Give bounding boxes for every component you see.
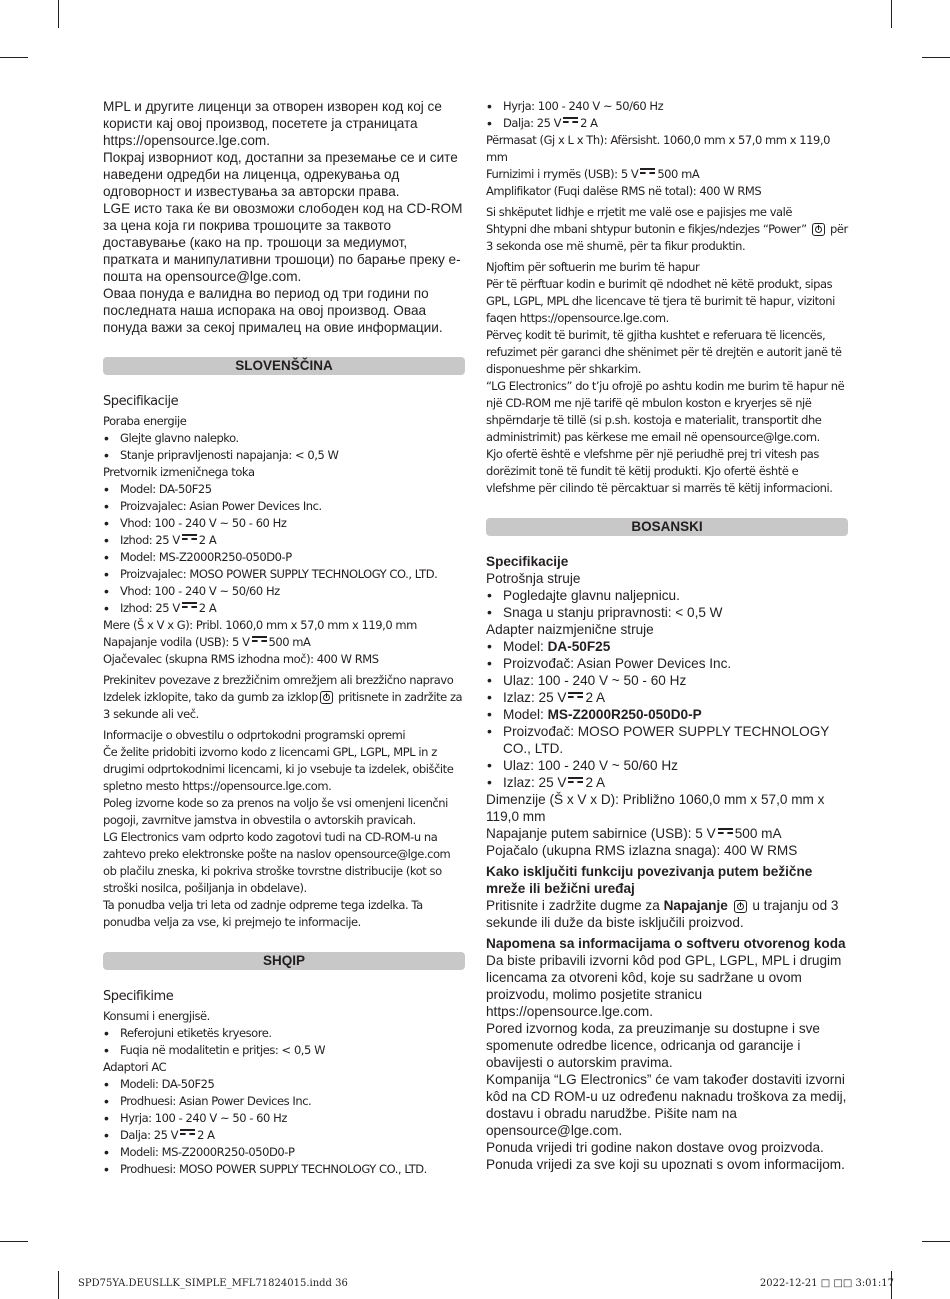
- section-heading-slovenscina: SLOVENŠČINA: [103, 357, 465, 375]
- dc-symbol-icon: [563, 117, 578, 125]
- label: Napajanje vodila (USB): 5 V: [103, 635, 250, 649]
- list-item: [103, 1144, 465, 1161]
- power-title: Potrošnja struje: [486, 571, 581, 586]
- right-column: [486, 98, 848, 1173]
- list-item: [486, 706, 848, 723]
- list-item: • Proizvajalec: Asian Power Devices Inc.: [103, 498, 465, 515]
- oss-title: Njoftim për softuerin me burim të hapur: [486, 260, 700, 274]
- crop-mark: [891, 0, 892, 28]
- list-item: [486, 115, 848, 132]
- list-item: • Vhod: 100 - 240 V ~ 50 - 60 Hz: [103, 515, 465, 532]
- list-item: • Ulaz: 100 - 240 V ~ 50 - 60 Hz: [486, 672, 848, 689]
- usb-power: [103, 634, 465, 651]
- dimensions: Mere (Š x V x G): Pribl. 1060,0 mm x 57,0 mm x 119,0 mm: [103, 618, 417, 632]
- label: Furnizimi i rrymës (USB): 5 V: [486, 167, 639, 181]
- list-item: • Hyrja: 100 - 240 V ~ 50/60 Hz: [486, 98, 848, 115]
- adapter-list: [103, 1076, 465, 1178]
- value: 2 A: [198, 533, 217, 547]
- list-item: • Vhod: 100 - 240 V ~ 50/60 Hz: [103, 583, 465, 600]
- label: Dalja: 25 V: [120, 1128, 179, 1142]
- dimensions: Dimenzije (Š x V x D): Približno 1060,0 mm x 57,0 mm x 119,0 mm: [486, 792, 825, 824]
- oss-title: Napomena sa informacijama o softveru otvorenog koda: [486, 936, 846, 951]
- list-item: • Prodhuesi: Asian Power Devices Inc.: [103, 1093, 465, 1110]
- disconnect-title: Kako isključiti funkciju povezivanja putem bežične mreže ili bežični uređaj: [486, 864, 813, 896]
- albanian-section-part1: [103, 988, 465, 1178]
- label: Model:: [120, 550, 159, 564]
- paragraph: MPL и другите лиценци за отворен изворен код кој се користи кај овој производ, посетете ја страницата https://opensource.lge.com.: [103, 99, 442, 148]
- dc-symbol-icon: [568, 777, 583, 785]
- value: 2 A: [580, 116, 598, 130]
- list-item: [103, 549, 465, 566]
- power-list: [103, 1025, 465, 1059]
- model-value: MS-Z2000R250-050D0-P: [161, 1145, 295, 1159]
- power-title: Konsumi i energjisë.: [103, 1009, 210, 1023]
- text: u trajanju od 3 sekunde ili duže da biste isključili proizvod.: [486, 898, 839, 930]
- power-title: Poraba energije: [103, 414, 187, 428]
- list-item: • Prodhuesi: MOSO POWER SUPPLY TECHNOLOGY CO., LTD.: [103, 1161, 465, 1178]
- dc-symbol-icon: [718, 828, 733, 836]
- text: Pritisnite i zadržite dugme za: [486, 898, 664, 913]
- list-item: • Proizvajalec: MOSO POWER SUPPLY TECHNOLOGY CO., LTD.: [103, 566, 465, 583]
- model-value: DA-50F25: [158, 482, 212, 496]
- list-item: [103, 600, 465, 617]
- value: 500 mA: [734, 826, 782, 841]
- power-list: [103, 430, 465, 464]
- button-name: Napajanje: [663, 898, 728, 913]
- crop-mark: [0, 57, 28, 58]
- dc-symbol-icon: [252, 636, 267, 644]
- list-item: • Pogledajte glavnu naljepnicu.: [486, 587, 848, 604]
- list-item: [486, 774, 848, 791]
- adapter-list: [103, 481, 465, 617]
- list-item: [103, 1127, 465, 1144]
- dc-symbol-icon: [180, 1129, 195, 1137]
- button-name: butonin e fikjes/ndezjes “Power”: [634, 222, 807, 236]
- text: pritisnete in zadržite za 3 sekunde ali več.: [103, 690, 463, 721]
- value: 2 A: [197, 1128, 215, 1142]
- list-item: [103, 481, 465, 498]
- paragraph: Ta ponudba velja tri leta od zadnje odpreme tega izdelka. Ta ponudba velja za vse, ki prejmejo te informacije.: [103, 898, 423, 929]
- label: Model:: [503, 707, 548, 722]
- albanian-section-part2: [486, 98, 848, 497]
- list-item: • Glejte glavno nalepko.: [103, 430, 465, 447]
- adapter-title: Pretvornik izmeničnega toka: [103, 465, 255, 479]
- disconnect-text: [103, 689, 465, 723]
- label: Izlaz: 25 V: [503, 775, 567, 790]
- list-item: • Fuqia në modalitetin e pritjes: < 0,5 W: [103, 1042, 465, 1059]
- list-item: • Hyrja: 100 - 240 V ~ 50 - 60 Hz: [103, 1110, 465, 1127]
- oss-title: Informacije o obvestilu o odprtokodni programski opremi: [103, 728, 406, 742]
- list-item: [486, 638, 848, 655]
- label: Napajanje putem sabirnice (USB): 5 V: [486, 826, 716, 841]
- value: 2 A: [198, 601, 217, 615]
- model-value: DA-50F25: [161, 1077, 215, 1091]
- crop-mark: [58, 1271, 59, 1299]
- value: 2 A: [585, 775, 606, 790]
- section-heading-shqip: SHQIP: [103, 952, 465, 970]
- dc-symbol-icon: [182, 602, 197, 610]
- slovenian-section: [103, 393, 465, 931]
- list-item: [103, 1076, 465, 1093]
- value: 500 mA: [268, 635, 311, 649]
- paragraph: LG Electronics vam odprto kodo zagotovi tudi na CD-ROM-u na zahtevo preko elektronske pošte na naslov opensource@lge.com ob plačilu zneska, ki pokriva stroške tovrstne distribucije (kot so stroški nosilca, pošiljanja in obdelave).: [103, 830, 451, 895]
- label: Model:: [503, 639, 548, 654]
- list-item: [103, 532, 465, 549]
- value: 2 A: [585, 690, 606, 705]
- paragraph: Ponuda vrijedi tri godine nakon dostave ovog proizvoda. Ponuda vrijedi za sve koji su upoznati s ovom informacijom.: [486, 1140, 845, 1172]
- value: 500 mA: [657, 167, 700, 181]
- adapter-list: [486, 638, 848, 791]
- list-item: • Stanje pripravljenosti napajanja: < 0,5 W: [103, 447, 465, 464]
- paragraph: Оваа понуда е валидна во период од три години по последната наша испорака на овој производ. Оваа понуда важи за секој прималец на овие информации.: [103, 286, 443, 335]
- paragraph: Përveç kodit të burimit, të gjitha kushtet e referuara të licencës, refuzimet për garanci dhe shënimet për të drejtën e autorit janë të disponueshme për shkarkim.: [486, 328, 842, 376]
- section-heading-bosanski: BOSANSKI: [486, 518, 848, 536]
- dimensions: Përmasat (Gj x L x Th): Afërsisht. 1060,0 mm x 57,0 mm x 119,0 mm: [486, 133, 830, 164]
- model-value: DA-50F25: [547, 639, 611, 654]
- usb-power: [486, 825, 848, 842]
- paragraph: Poleg izvorne kode so za prenos na voljo še vsi omenjeni licenčni pogoji, zavrnitve jamstva in obvestila o avtorskih pravicah.: [103, 796, 448, 827]
- paragraph: Da biste pribavili izvorni kôd pod GPL, LGPL, MPL i drugim licencama za otvoreni kôd, koje su sadržane u ovom proizvodu, molimo posjetite stranicu https://opensource.lge.com.: [486, 953, 842, 1019]
- macedonian-tail: [103, 98, 465, 336]
- footer-timestamp: 2022-12-21 □ □□ 3:01:17: [759, 1278, 894, 1289]
- footer-file-info: SPD75YA.DEUSLLK_SIMPLE_MFL71824015.indd 36: [78, 1278, 348, 1289]
- model-value: MS-Z2000R250-050D0-P: [547, 707, 702, 722]
- paragraph: “LG Electronics” do t’ju ofrojë po ashtu kodin me burim të hapur në një CD-ROM me një tarifë që mbulon koston e kryerjes së një shpërndarje të tillë (si p.sh. kostoja e materialit, transportit dhe administrimit) pas kërkese me email në opensource@lge.com.: [486, 379, 845, 444]
- list-item: • Proizvođač: Asian Power Devices Inc.: [486, 655, 848, 672]
- power-icon: [812, 223, 825, 236]
- spec-title: Specifikime: [103, 989, 174, 1004]
- power-icon: [320, 691, 333, 704]
- paragraph: Kompanija “LG Electronics” će vam također dostaviti izvorni kôd na CD ROM-u uz određenu naknadu troškova za medij, dostavu i obradu narudžbe. Pišite nam na opensource@lge.com.: [486, 1072, 847, 1138]
- amplifier: Ojačevalec (skupna RMS izhodna moč): 400 W RMS: [103, 652, 379, 666]
- amplifier: Amplifikator (Fuqi dalëse RMS në total): 400 W RMS: [486, 184, 762, 198]
- adapter-title: Adaptori AC: [103, 1060, 167, 1074]
- paragraph: Kjo ofertë është e vlefshme për një periudhë prej tri vitesh pas dorëzimit tonë të fundit të këtij produkti. Kjo ofertë është e vlefshme për cilindo të përcaktuar si marrës të këtij informacioni.: [486, 447, 833, 495]
- disconnect-title: Si shkëputet lidhje e rrjetit me valë ose e pajisjes me valë: [486, 205, 793, 219]
- label: Izhod: 25 V: [120, 533, 180, 547]
- adapter-list-continued: [486, 98, 848, 132]
- power-list: [486, 587, 848, 621]
- list-item: • Snaga u stanju pripravnosti: < 0,5 W: [486, 604, 848, 621]
- label: Model:: [120, 482, 159, 496]
- model-value: MS-Z2000R250-050D0-P: [158, 550, 292, 564]
- list-item: • Proizvođač: MOSO POWER SUPPLY TECHNOLOGY CO., LTD.: [486, 723, 848, 757]
- dc-symbol-icon: [640, 168, 655, 176]
- crop-mark: [0, 1241, 28, 1242]
- adapter-title: Adapter naizmjenične struje: [486, 622, 654, 637]
- label: Izhod: 25 V: [120, 601, 180, 615]
- disconnect-text: [486, 221, 848, 255]
- list-item: [486, 689, 848, 706]
- paragraph: Për të përftuar kodin e burimit që ndodhet në këtë produkt, sipas GPL, LGPL, MPL dhe licencave të tjera të burimit të hapur, vizitoni faqen https://opensource.lge.com.: [486, 277, 835, 325]
- paragraph: Če želite pridobiti izvorno kodo z licencami GPL, LGPL, MPL in z drugimi odprtokodnimi licencami, ki jo vsebuje ta izdelek, obiščite spletno mesto https://opensource.lge.com.: [103, 745, 454, 793]
- spec-title: Specifikacije: [103, 394, 179, 409]
- dc-symbol-icon: [182, 534, 197, 542]
- left-column: [103, 98, 465, 1178]
- label: Modeli:: [120, 1145, 162, 1159]
- spec-title: Specifikacije: [486, 554, 569, 569]
- crop-mark: [922, 1241, 950, 1242]
- dc-symbol-icon: [568, 692, 583, 700]
- disconnect-text: [486, 897, 848, 931]
- list-item: • Ulaz: 100 - 240 V ~ 50/60 Hz: [486, 757, 848, 774]
- text: Izdelek izklopite, tako da: [103, 690, 238, 704]
- label: Dalja: 25 V: [503, 116, 562, 130]
- text: për 3 sekonda ose më shumë, për ta fikur produktin.: [486, 222, 848, 253]
- list-item: • Referojuni etiketës kryesore.: [103, 1025, 465, 1042]
- bosnian-section: [486, 553, 848, 1173]
- usb-power: [486, 166, 848, 183]
- text: Shtypni dhe mbani shtypur: [486, 222, 635, 236]
- crop-mark: [58, 0, 59, 28]
- paragraph: LGE исто така ќе ви овозможи слободен код на CD-ROM за цена која ги покрива трошоците за таквото доставување (како на пр. трошоци за медиумот, пратката и манипулативни трошоци) по барање преку е-пошта на opensource@lge.com.: [103, 201, 463, 284]
- paragraph: Pored izvornog koda, za preuzimanje su dostupne i sve spomenute odredbe licence, odricanja od garancije i obavijesti o autorskim pravima.: [486, 1021, 820, 1070]
- button-name: gumb za izklop: [237, 690, 318, 704]
- label: Modeli:: [120, 1077, 162, 1091]
- label: Izlaz: 25 V: [503, 690, 567, 705]
- disconnect-title: Prekinitev povezave z brezžičnim omrežjem ali brezžično napravo: [103, 673, 454, 687]
- crop-mark: [922, 57, 950, 58]
- paragraph: Покрај изворниот код, достапни за преземање се и сите наведени одредби на лиценца, одрекувања од одговорност и известувања за авторски права.: [103, 150, 458, 199]
- amplifier: Pojačalo (ukupna RMS izlazna snaga): 400 W RMS: [486, 843, 798, 858]
- power-icon: [734, 900, 747, 913]
